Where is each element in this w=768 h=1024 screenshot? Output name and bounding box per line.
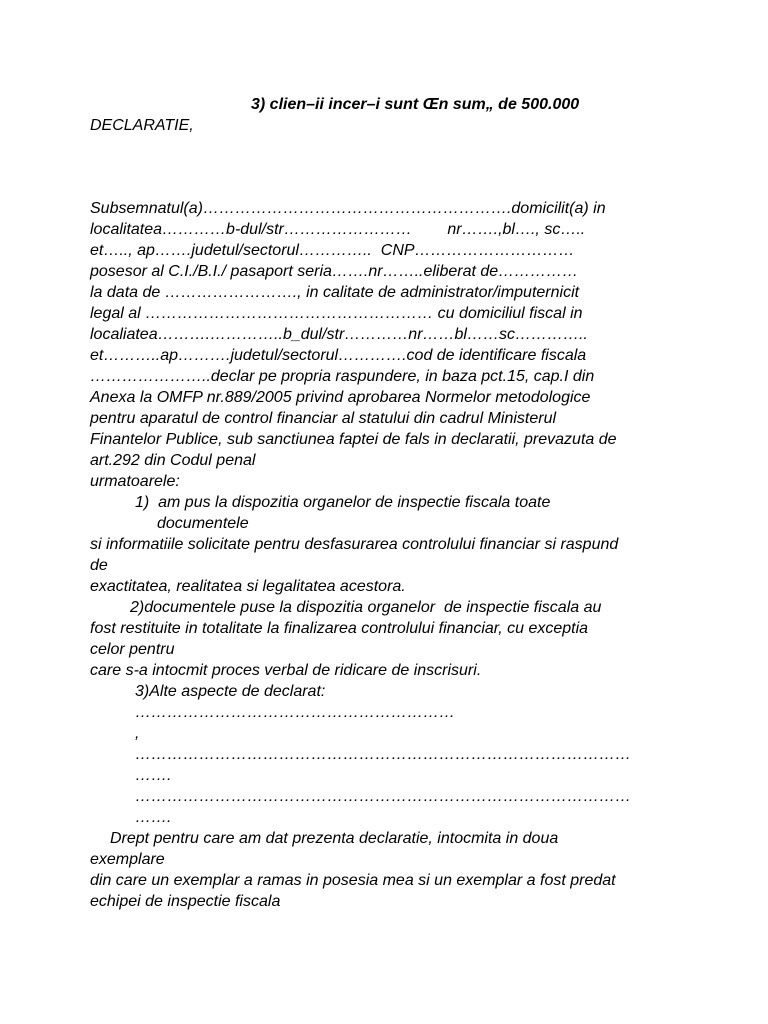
list-item-3: 3)Alte aspecte de declarat: [135,683,326,700]
body-line: et………..ap……….judetul/sectorul………….cod de identificare fiscala [90,347,587,364]
body-line: art.292 din Codul penal [90,452,256,469]
body-line: Anexa la OMFP nr.889/2005 privind aprobarea Normelor metodologice [90,389,591,406]
dotted-fill-line: ……. [135,767,172,784]
body-line: …………………..declar pe propria raspundere, in baza pct.15, cap.I din [90,368,595,385]
body-line: Drept pentru care am dat prezenta declaratie, intocmita in doua [110,830,559,847]
dotted-fill-line: , [135,725,140,742]
list-item-2: 2)documentele puse la dispozitia organelor de inspectie fiscala au [130,599,602,616]
dotted-fill-line: …………………………………………………… [135,704,455,721]
body-line: celor pentru [90,641,175,658]
body-line: pentru aparatul de control financiar al statului din cadrul Ministerul [90,410,557,427]
body-line: echipei de inspectie fiscala [90,893,281,910]
body-line: urmatoarele: [90,473,180,490]
body-line: Subsemnatul(a)………………………………………………….domicilit(a) in [90,200,606,217]
body-line: exactitatea, realitatea si legalitatea acestora. [90,578,406,595]
dotted-fill-line: ………………………………………………………………………………… [135,788,631,805]
body-line: si informatiile solicitate pentru desfasurarea controlului financiar si raspund [90,536,619,553]
body-line: din care un exemplar a ramas in posesia mea si un exemplar a fost predat [90,872,616,889]
document-header: 3) clien–ii incer–i sunt Œn sum„ de 500.000 [251,96,580,113]
body-line: la data de ……………………., in calitate de administrator/imputernicit [90,284,580,301]
body-line: localitatea…………b-dul/str…………………… nr…….,bl…., sc….. [90,221,586,238]
body-line: legal al ……………………………………………… cu domiciliul fiscal in [90,305,583,322]
body-line: de [90,557,108,574]
list-item-1-continuation: documentele [157,515,249,532]
dotted-fill-line: ……. [135,809,172,826]
list-item-1: 1) am pus la dispozitia organelor de inspectie fiscala toate [135,494,551,511]
body-line: et….., ap…….judetul/sectorul………….. CNP………………………… [90,242,575,259]
body-line: Finantelor Publice, sub sanctiunea faptei de fals in declaratii, prevazuta de [90,431,617,448]
dotted-fill-line: ………………………………………………………………………………… [135,746,631,763]
body-line: care s-a intocmit proces verbal de ridicare de inscrisuri. [90,662,482,679]
body-line: fost restituite in totalitate la finalizarea controlului financiar, cu exceptia [90,620,589,637]
document-title: DECLARATIE, [90,117,194,134]
body-line: posesor al C.I./B.I./ pasaport seria…….nr……..eliberat de…………… [90,263,579,280]
body-line: exemplare [90,851,165,868]
body-line: localiatea……….…………..b_dul/str…………nr……bl……sc………….. [90,326,588,343]
